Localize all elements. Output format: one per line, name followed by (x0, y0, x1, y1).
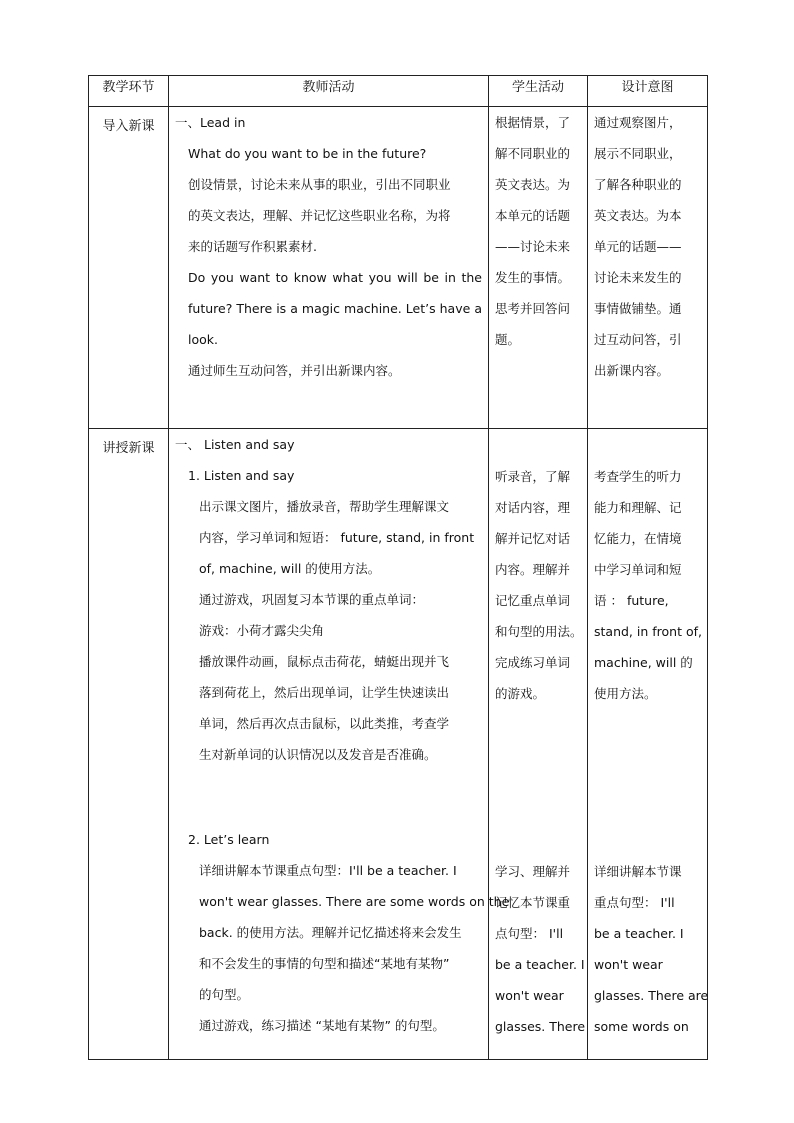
text-line: 出新课内容。 (594, 363, 670, 378)
text-line: 详细讲解本节课 (594, 864, 682, 879)
text-line: stand, in front of, (594, 624, 702, 639)
text-line: be a teacher. I (495, 957, 585, 972)
text-line: won't wear glasses. There are some words on the (199, 894, 510, 909)
text-line: 单词，然后再次点击鼠标，以此类推，考查学 (199, 716, 450, 731)
text-line: 完成练习单词 (495, 655, 571, 670)
text-line: 中学习单词和短 (594, 562, 682, 577)
text-line: 和不会发生的事情的句型和描述“某地有某物” (199, 956, 450, 971)
text-line: 创设情景，讨论未来从事的职业，引出不同职业 (188, 177, 451, 192)
text-line: 的句型。 (199, 987, 250, 1002)
header-stage: 教学环节 (89, 76, 169, 107)
text-line: What do you want to be in the future? (188, 146, 427, 161)
text-line: 通过游戏，练习描述 “某地有某物” 的句型。 (199, 1018, 445, 1033)
text-line: 播放课件动画，鼠标点击荷花，蜻蜓出现并飞 (199, 654, 450, 669)
text-line: 和句型的用法。 (495, 624, 583, 639)
header-teacher-activity: 教师活动 (169, 76, 489, 107)
text-line: 听录音，了解 (495, 469, 571, 484)
stage-cell: 讲授新课 (89, 429, 169, 1060)
text-line: 生对新单词的认识情况以及发音是否准确。 (199, 747, 437, 762)
item-title-listen-and-say: 1. Listen and say (188, 468, 295, 483)
student-activity-cell (489, 107, 588, 429)
text-line: 忆能力，在情境 (594, 531, 682, 546)
text-line: future? There is a magic machine. Let’s have a (188, 301, 482, 316)
text-line: 英文表达。为 (495, 177, 571, 192)
text-line: 语 ： future, (594, 593, 669, 608)
text-line: won't wear (495, 988, 564, 1003)
text-line: 过互动问答，引 (594, 332, 682, 347)
student-activity-cell (489, 429, 588, 1060)
design-intent-cell (588, 429, 708, 1060)
text-line: glasses. There are (594, 988, 709, 1003)
spacer (175, 770, 482, 824)
text-line: 解不同职业的 (495, 146, 571, 161)
section-title: 一、Lead in (175, 115, 246, 130)
text-line: 本单元的话题 (495, 208, 571, 223)
teacher-activity-cell (169, 429, 510, 1060)
spacer (594, 709, 701, 856)
header-row (89, 76, 708, 107)
section-title: 一、 Listen and say (175, 437, 295, 452)
text-line: 来的话题写作积累素材. (188, 239, 317, 254)
table-row-new-lesson (89, 429, 708, 1060)
text-line: 的游戏。 (495, 686, 546, 701)
text-line: back. 的使用方法。理解并记忆描述将来会发生 (199, 925, 462, 940)
text-line: 点句型： I'll (495, 926, 564, 941)
text-line: 学习、理解并 (495, 864, 571, 879)
text-line: 事情做铺垫。通 (594, 301, 682, 316)
text-line: 通过师生互动问答，并引出新课内容。 (188, 363, 401, 378)
text-line: 内容。理解并 (495, 562, 571, 577)
text-line: 能力和理解、记 (594, 500, 682, 515)
table-row-lead-in (89, 107, 708, 429)
text-line: 落到荷花上，然后出现单词，让学生快速读出 (199, 685, 450, 700)
text-line: 单元的话题—— (594, 239, 682, 254)
text-line: glasses. There (495, 1019, 586, 1034)
text-line: 题。 (495, 332, 521, 347)
stage-cell: 导入新课 (89, 107, 169, 429)
text-line: 详细讲解本节课重点句型：I'll be a teacher. I (199, 863, 457, 878)
text-line: won't wear (594, 957, 663, 972)
text-line: 对话内容，理 (495, 500, 571, 515)
text-line: 通过游戏，巩固复习本节课的重点单词： (199, 592, 425, 607)
text-line: some words on (594, 1019, 689, 1034)
text-line: 展示不同职业， (594, 146, 682, 161)
text-line: 讨论未来发生的 (594, 270, 682, 285)
text-line: 考查学生的听力 (594, 469, 682, 484)
text-line: 记忆重点单词 (495, 593, 571, 608)
text-line: 了解各种职业的 (594, 177, 682, 192)
text-line: 重点句型： I'll (594, 895, 675, 910)
text-line: 游戏：小荷才露尖尖角 (199, 623, 325, 638)
text-line: 解并记忆对话 (495, 531, 571, 546)
text-line: 通过观察图片， (594, 115, 682, 130)
header-student-activity: 学生活动 (489, 76, 588, 107)
spacer (594, 429, 701, 461)
text-line: Do you want to know what you will be in the (188, 270, 482, 285)
text-line: 出示课文图片，播放录音，帮助学生理解课文 (199, 499, 450, 514)
text-line: 使用方法。 (594, 686, 657, 701)
item-title-lets-learn: 2. Let’s learn (188, 832, 270, 847)
lesson-plan-table (88, 75, 708, 1060)
text-line: look. (188, 332, 218, 347)
text-line: 根据情景，了 (495, 115, 571, 130)
text-line: 英文表达。为本 (594, 208, 682, 223)
text-line: 发生的事情。 (495, 270, 571, 285)
spacer (495, 429, 581, 461)
teacher-activity-cell (169, 107, 489, 429)
design-intent-cell (588, 107, 708, 429)
text-line: 记忆本节课重 (495, 895, 571, 910)
text-line: machine, will 的 (594, 655, 693, 670)
header-design-intent: 设计意图 (588, 76, 708, 107)
text-line: ——讨论未来 (495, 239, 571, 254)
text-line: 思考并回答问 (495, 301, 571, 316)
text-line: of, machine, will 的使用方法。 (199, 561, 381, 576)
text-line: be a teacher. I (594, 926, 684, 941)
text-line: 的英文表达，理解、并记忆这些职业名称，为将 (188, 208, 451, 223)
text-line: 内容，学习单词和短语： future, stand, in front (199, 530, 475, 545)
spacer (495, 709, 581, 856)
